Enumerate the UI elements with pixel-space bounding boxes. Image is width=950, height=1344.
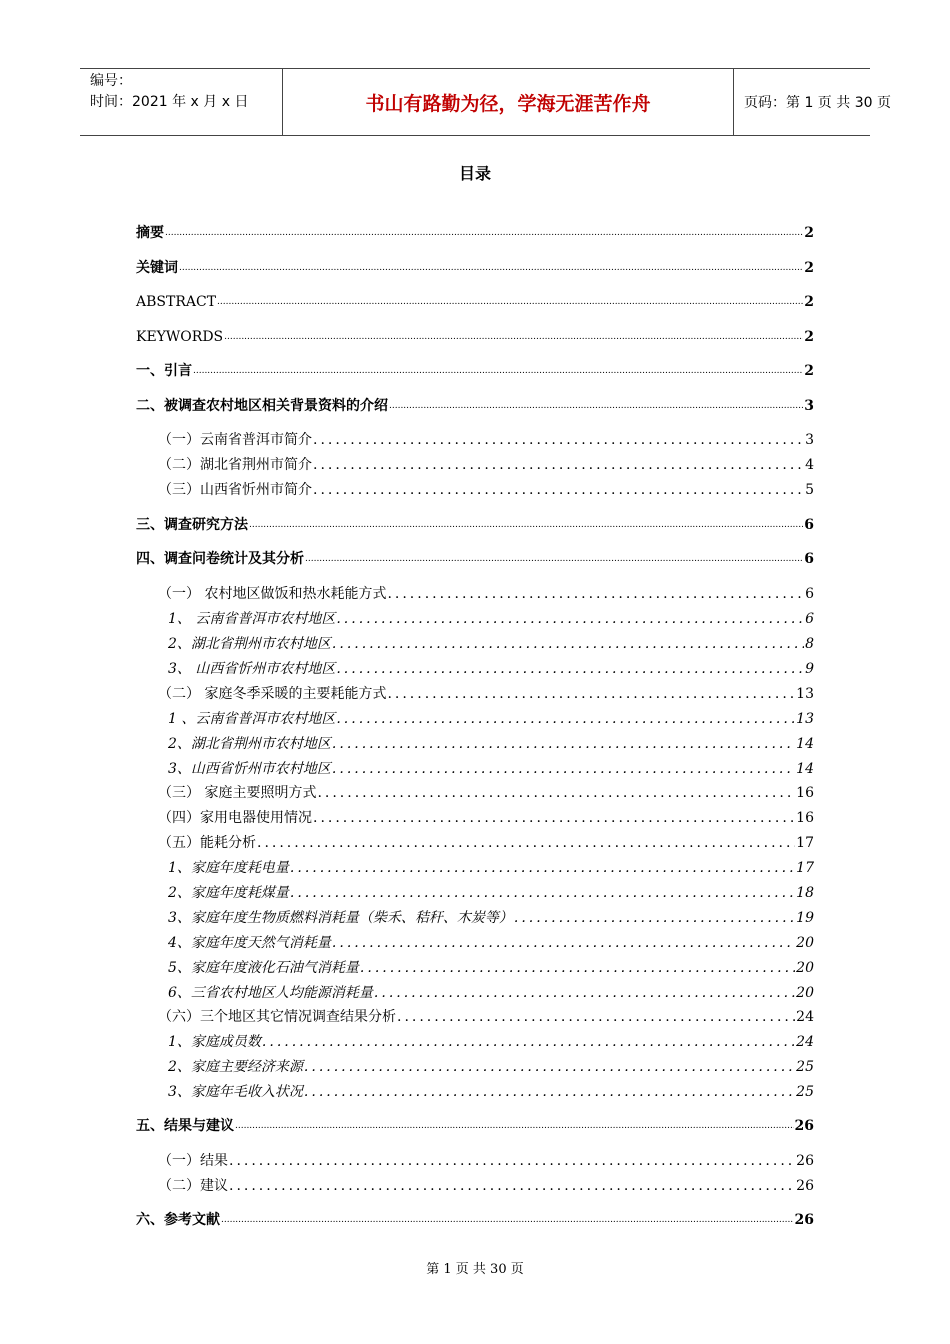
toc-entry[interactable] xyxy=(168,731,814,753)
toc-page: 20 xyxy=(796,935,814,951)
toc-page: 14 xyxy=(796,761,814,777)
toc-leader xyxy=(360,959,795,977)
toc-leader xyxy=(397,1008,795,1026)
toc-leader xyxy=(313,481,804,499)
toc-label: （三）山西省忻州市简介 xyxy=(158,482,312,498)
toc-page: 16 xyxy=(796,810,814,826)
page-title: 目录 xyxy=(458,164,491,183)
toc-label: （二）湖北省荆州市简介 xyxy=(158,457,312,473)
toc-leader xyxy=(389,397,803,415)
toc-label: 2、家庭主要经济来源 xyxy=(168,1059,303,1075)
toc-label: （三） 家庭主要照明方式 xyxy=(158,785,317,801)
toc-entry[interactable] xyxy=(158,581,814,603)
toc-entry[interactable] xyxy=(168,1029,814,1051)
toc-label: （一）结果 xyxy=(158,1153,228,1169)
toc-page: 3 xyxy=(805,432,814,448)
toc-leader xyxy=(290,859,795,877)
toc-page: 2 xyxy=(804,225,814,241)
toc-page: 2 xyxy=(804,260,814,276)
toc-page: 17 xyxy=(796,835,814,851)
toc-entry[interactable] xyxy=(168,631,814,653)
toc-entry[interactable] xyxy=(136,512,814,534)
toc-label: 关键词 xyxy=(136,260,178,276)
toc-page: 2 xyxy=(804,329,814,345)
toc-page: 4 xyxy=(805,457,814,473)
toc-label: （二）建议 xyxy=(158,1178,228,1194)
toc-label: 5、家庭年度液化石油气消耗量 xyxy=(168,960,359,976)
toc-leader xyxy=(317,784,795,802)
toc-leader xyxy=(374,984,795,1002)
toc-leader xyxy=(336,660,804,678)
toc-label: 六、参考文献 xyxy=(136,1212,220,1228)
toc-page: 16 xyxy=(796,785,814,801)
toc-entry[interactable] xyxy=(168,1079,814,1101)
toc-leader xyxy=(290,884,795,902)
toc-leader xyxy=(313,456,804,474)
toc-entry[interactable] xyxy=(168,980,814,1002)
toc-page: 6 xyxy=(804,551,814,567)
toc-leader xyxy=(257,834,795,852)
toc-leader xyxy=(229,1177,795,1195)
toc-leader xyxy=(336,610,804,628)
toc-leader xyxy=(387,585,804,603)
toc-page: 13 xyxy=(796,711,814,727)
toc-label: 2、湖北省荆州市农村地区 xyxy=(168,736,331,752)
toc-leader xyxy=(304,1058,795,1076)
toc-leader xyxy=(313,431,804,449)
toc-label: 四、调查问卷统计及其分析 xyxy=(136,551,304,567)
toc-page: 2 xyxy=(804,294,814,310)
toc-entry[interactable] xyxy=(168,905,814,927)
toc-entry[interactable] xyxy=(158,780,814,802)
toc-entry[interactable] xyxy=(158,1004,814,1026)
toc-entry[interactable] xyxy=(136,1113,814,1135)
toc-label: （六）三个地区其它情况调查结果分析 xyxy=(158,1009,396,1025)
toc-label: （一） 农村地区做饭和热水耗能方式 xyxy=(158,586,387,602)
toc-leader xyxy=(235,1117,794,1135)
toc-page: 6 xyxy=(804,517,814,533)
toc-leader xyxy=(332,735,795,753)
toc-leader xyxy=(305,550,803,568)
toc-entry[interactable] xyxy=(168,855,814,877)
toc-page: 24 xyxy=(796,1034,814,1050)
toc-entry[interactable] xyxy=(158,452,814,474)
toc-entry[interactable] xyxy=(136,324,814,346)
toc-entry[interactable] xyxy=(136,289,814,311)
toc-entry[interactable] xyxy=(168,656,814,678)
toc-page: 18 xyxy=(796,885,814,901)
header-meta xyxy=(80,69,282,135)
toc-label: 3、家庭年度生物质燃料消耗量（柴禾、秸秆、木炭等） xyxy=(168,910,513,926)
toc-entry[interactable] xyxy=(158,427,814,449)
toc-entry[interactable] xyxy=(136,546,814,568)
toc-label: 6、三省农村地区人均能源消耗量 xyxy=(168,985,373,1001)
toc-entry[interactable] xyxy=(168,930,814,952)
toc-label: 3、家庭年毛收入状况 xyxy=(168,1084,303,1100)
toc-page: 24 xyxy=(796,1009,814,1025)
toc-entry[interactable] xyxy=(168,606,814,628)
header-motto: 书山有路勤为径，学海无涯苦作舟 xyxy=(282,69,734,135)
toc-entry[interactable] xyxy=(136,393,814,415)
toc-entry[interactable] xyxy=(168,756,814,778)
toc-leader xyxy=(332,760,795,778)
toc-leader xyxy=(262,1033,795,1051)
toc-leader xyxy=(336,710,795,728)
header-number: 编号： xyxy=(90,73,132,89)
toc-page: 20 xyxy=(796,960,814,976)
toc-label: 一、引言 xyxy=(136,363,192,379)
toc-label: （五）能耗分析 xyxy=(158,835,256,851)
toc-leader xyxy=(304,1083,795,1101)
toc-entry[interactable] xyxy=(158,477,814,499)
toc-label: 1、家庭年度耗电量 xyxy=(168,860,289,876)
toc-page: 6 xyxy=(805,586,814,602)
toc-label: 4、家庭年度天然气消耗量 xyxy=(168,935,331,951)
toc-label: （四）家用电器使用情况 xyxy=(158,810,312,826)
toc-label: 1、 云南省普洱市农村地区 xyxy=(168,611,336,627)
toc-label: KEYWORDS xyxy=(136,329,224,345)
toc-page: 5 xyxy=(805,482,814,498)
toc-label: 二、被调查农村地区相关背景资料的介绍 xyxy=(136,398,388,414)
toc-page: 14 xyxy=(796,736,814,752)
toc-page: 26 xyxy=(794,1212,814,1228)
toc-entry[interactable] xyxy=(168,880,814,902)
toc-leader xyxy=(221,1211,794,1229)
toc-leader xyxy=(249,516,803,534)
toc-page: 13 xyxy=(796,686,814,702)
page-header xyxy=(80,68,891,136)
toc-entry[interactable] xyxy=(158,830,814,852)
header-page-info: 页码：第 1 页 共 30 页 xyxy=(744,95,891,111)
toc-entry[interactable] xyxy=(136,255,814,277)
toc-page: 17 xyxy=(796,860,814,876)
toc-page: 25 xyxy=(796,1084,814,1100)
toc-entry[interactable] xyxy=(136,220,814,242)
toc-label: 三、调查研究方法 xyxy=(136,517,248,533)
toc-leader xyxy=(217,293,803,311)
toc-label: （二） 家庭冬季采暖的主要耗能方式 xyxy=(158,686,387,702)
page-footer: 第 1 页 共 30 页 xyxy=(426,1262,524,1277)
toc-page: 25 xyxy=(796,1059,814,1075)
toc-page: 20 xyxy=(796,985,814,1001)
toc-label: 1 、云南省普洱市农村地区 xyxy=(168,711,336,727)
toc-page: 26 xyxy=(794,1118,814,1134)
toc-entry[interactable] xyxy=(168,1054,814,1076)
toc-entry[interactable] xyxy=(158,1148,814,1170)
toc-page: 19 xyxy=(796,910,814,926)
toc-leader xyxy=(514,909,795,927)
header-date: 时间：2021 年 x 月 x 日 xyxy=(90,94,249,110)
toc-entry[interactable] xyxy=(168,955,814,977)
toc-label: 五、结果与建议 xyxy=(136,1118,234,1134)
toc-page: 2 xyxy=(804,363,814,379)
toc-label: 2、家庭年度耗煤量 xyxy=(168,885,289,901)
toc-page: 6 xyxy=(805,611,814,627)
toc-leader xyxy=(193,362,803,380)
toc-page: 8 xyxy=(805,636,814,652)
toc-entry[interactable] xyxy=(158,681,814,703)
toc-label: 3、山西省忻州市农村地区 xyxy=(168,761,331,777)
toc-leader xyxy=(387,685,795,703)
toc-page: 3 xyxy=(804,398,814,414)
toc-page: 26 xyxy=(796,1153,814,1169)
toc-leader xyxy=(332,635,804,653)
toc-page: 26 xyxy=(796,1178,814,1194)
toc-leader xyxy=(313,809,795,827)
toc-leader xyxy=(165,224,803,242)
toc-entry[interactable] xyxy=(158,1173,814,1195)
toc-leader xyxy=(332,934,795,952)
toc-leader xyxy=(229,1152,795,1170)
toc-label: 1、家庭成员数 xyxy=(168,1034,261,1050)
toc-label: 3、 山西省忻州市农村地区 xyxy=(168,661,336,677)
toc-leader xyxy=(224,328,803,346)
toc-entry[interactable] xyxy=(168,706,814,728)
toc-leader xyxy=(179,259,803,277)
toc-entry[interactable] xyxy=(136,358,814,380)
toc-label: ABSTRACT xyxy=(136,294,217,310)
toc-page: 9 xyxy=(805,661,814,677)
toc-label: （一）云南省普洱市简介 xyxy=(158,432,312,448)
toc-entry[interactable] xyxy=(158,805,814,827)
toc-label: 2、湖北省荆州市农村地区 xyxy=(168,636,331,652)
toc-entry[interactable] xyxy=(136,1207,814,1229)
toc-label: 摘要 xyxy=(136,225,164,241)
